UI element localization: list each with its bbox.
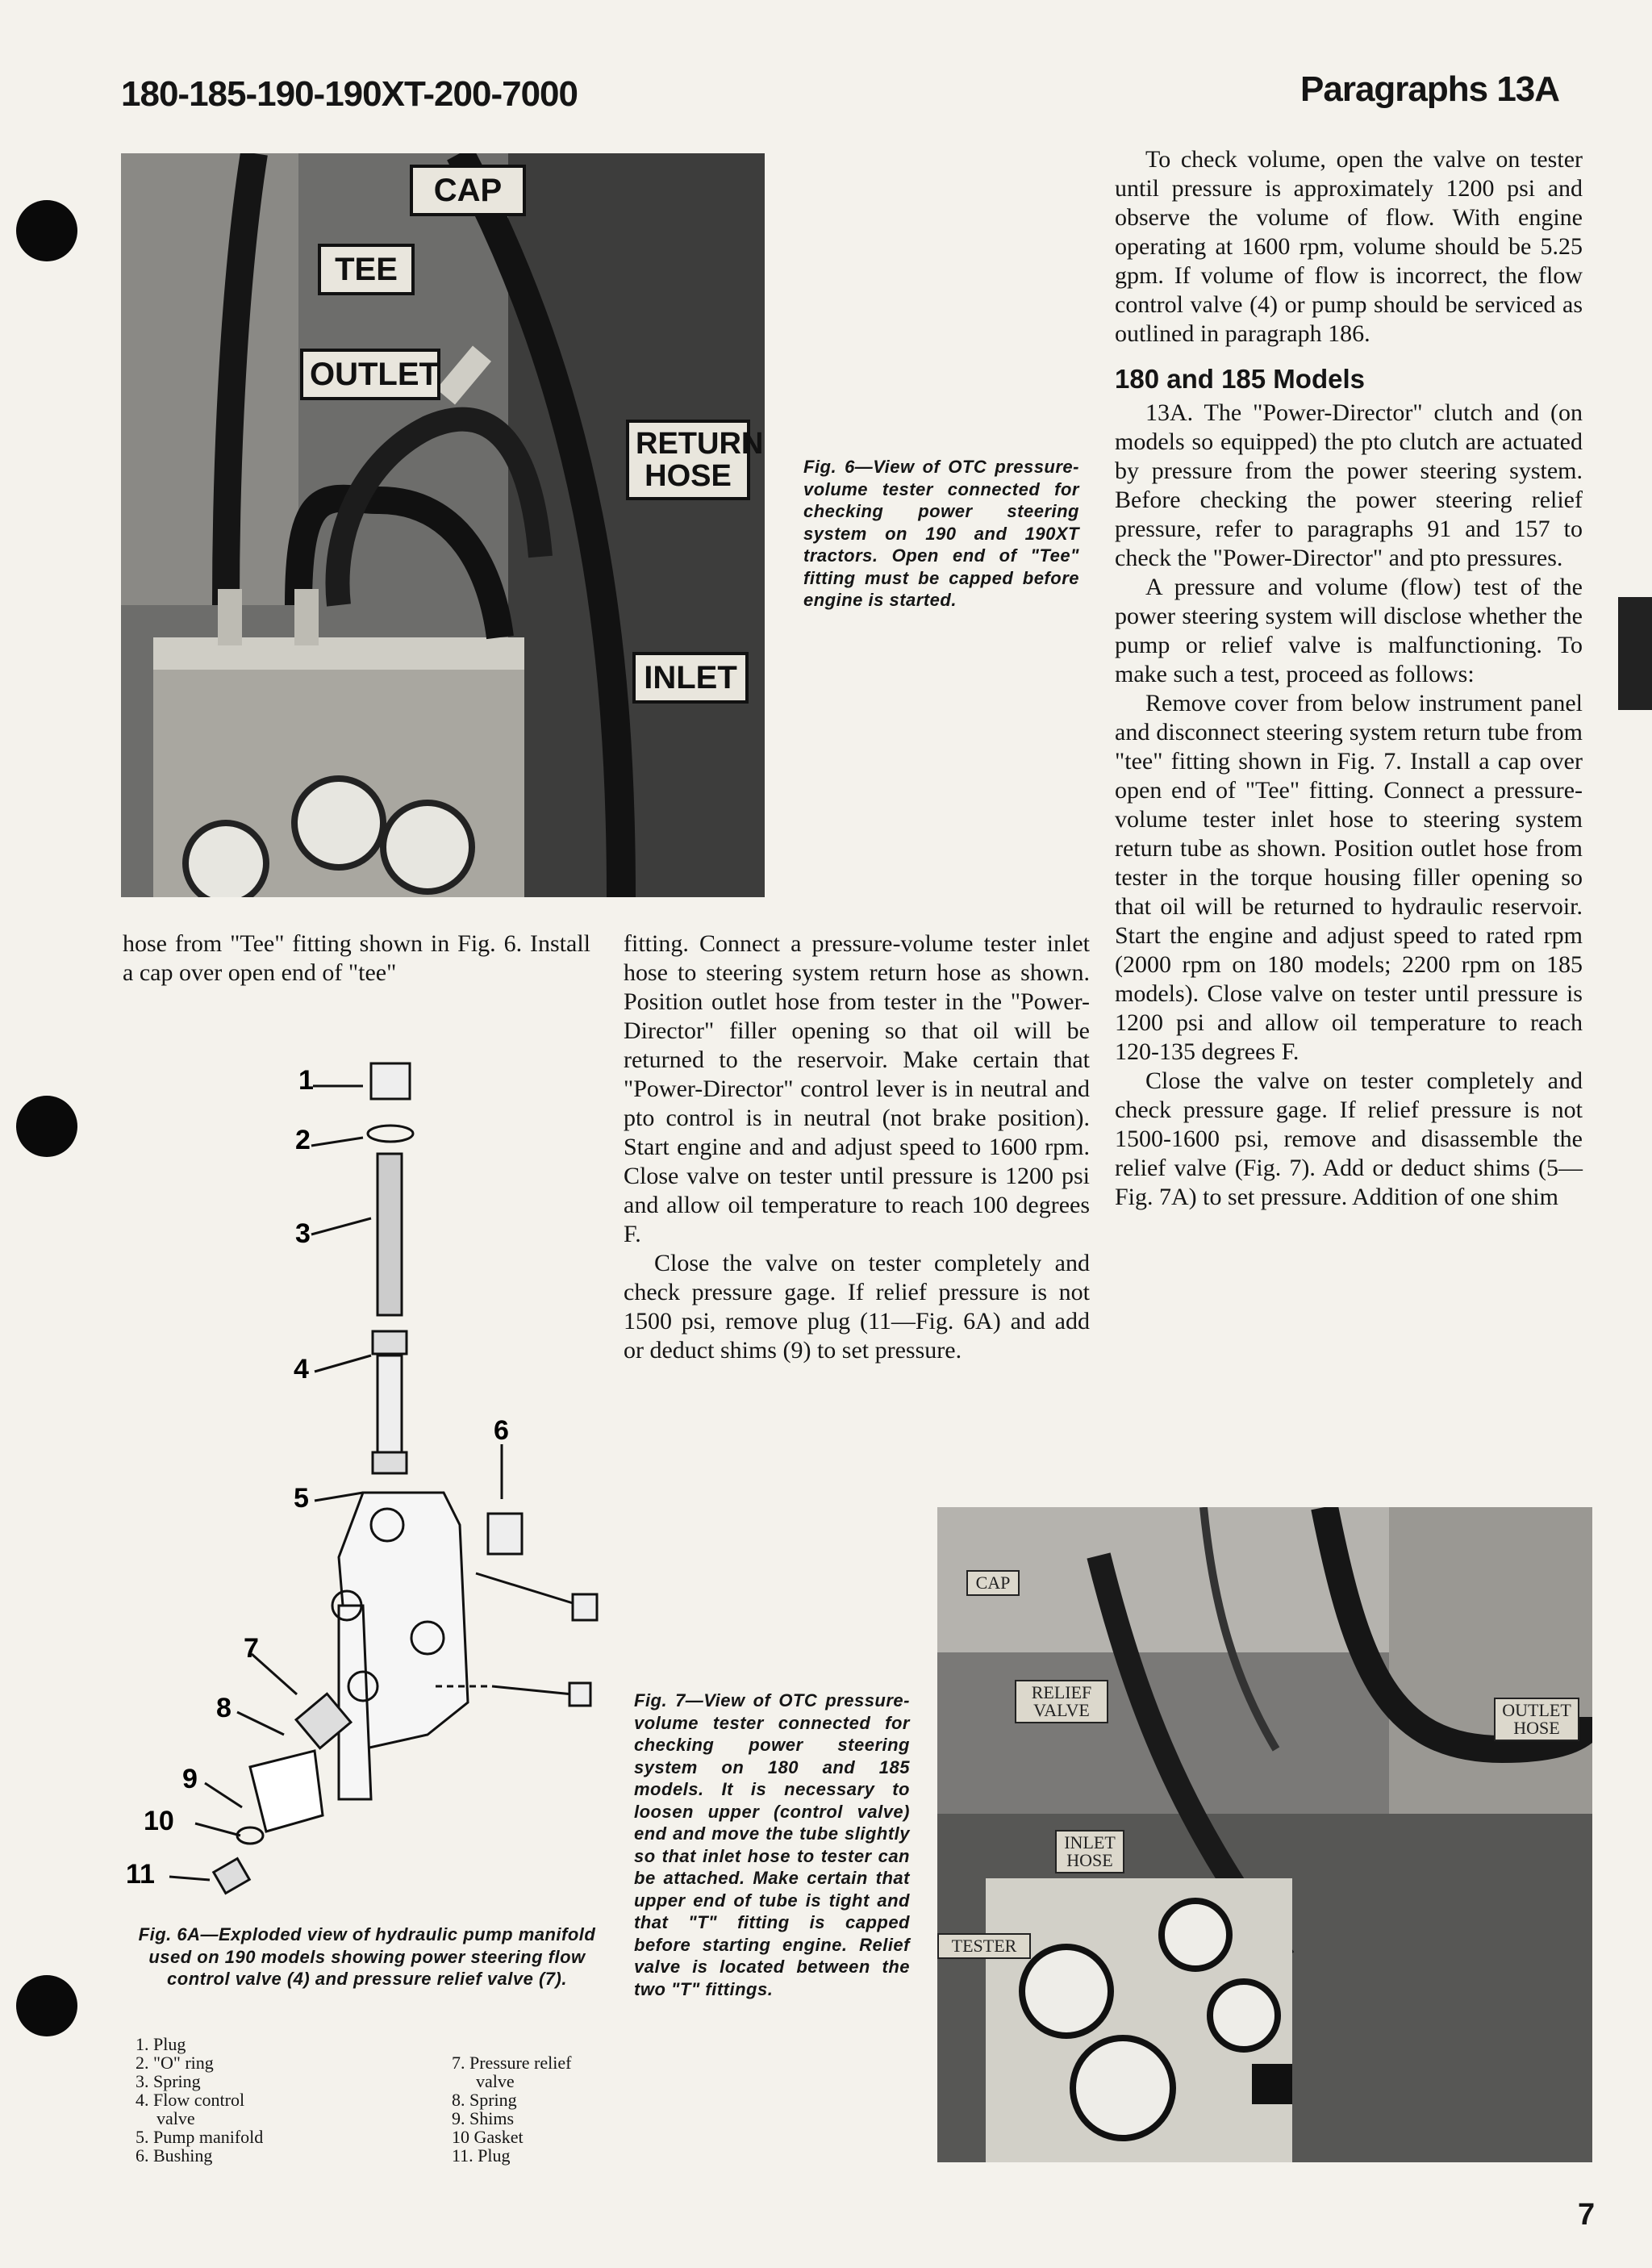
fig6-tag-tee: TEE [318,244,415,295]
callout-8: 8 [216,1693,232,1723]
legend-item: 5. Pump manifold [136,2127,264,2147]
legend-item: 8. Spring [452,2090,517,2110]
fig7-tag-outlet-hose: OUTLET HOSE [1494,1698,1579,1741]
callout-2: 2 [295,1125,311,1155]
legend-item: 10 Gasket [452,2127,524,2147]
legend-item: 4. Flow control [136,2090,245,2110]
fig6a-exploded-drawing [121,1041,605,1912]
fig7-tag-cap: CAP [966,1570,1020,1596]
callout-3: 3 [295,1218,311,1249]
fig6-tag-cap: CAP [410,165,526,216]
callout-7: 7 [244,1633,259,1664]
col2-text [624,929,1090,1365]
fig6-tag-outlet: OUTLET [300,349,440,400]
fig6-tag-inlet: INLET [632,652,749,704]
fig6-photo-illustration [121,153,765,897]
page-number: 7 [1578,2198,1596,2232]
callout-9: 9 [182,1764,198,1794]
callout-4: 4 [294,1354,309,1385]
col1-paragraph-1: hose from "Tee" fitting shown in Fig. 6. Install a cap over open end of "tee" [123,930,590,986]
section-heading: 180 and 185 Models [1115,364,1365,394]
col2-paragraph-1: fitting. Connect a pressure-volume tester inlet hose to steering system return hose as shown. Position outlet hose from tester in the "Power-Director" filler opening so that oil will be returned to the reservoir. Make certain that "Power-Director" control lever is in neutral and pto control is in neutral (not brake position). Start engine and and adjust speed to 1600 rpm. Close valve on tester until pressure is 1200 psi and allow oil temperature to reach 100 degrees F. [624,930,1090,1247]
callout-1: 1 [298,1065,314,1096]
legend-item: valve [156,2108,195,2128]
legend-item: 9. Shims [452,2108,515,2128]
callout-5: 5 [294,1483,309,1514]
fig7-caption: Fig. 7—View of OTC pressure-volume tester connected for checking power steering system on 180 and 185 models. It is necessary to loosen upper (control valve) end and move the tube slightly so that inlet hose to tester can be attached. Make certain that upper end of tube is tight and that "T" fitting is capped before starting engine. Relief valve is located between the two "T" fittings. [634,1690,910,1999]
binder-hole-3 [16,1975,77,2036]
legend-item: valve [476,2071,515,2091]
binder-hole-1 [16,200,77,261]
fig6-photo [121,153,765,897]
legend-item: 2. "O" ring [136,2053,214,2073]
fig7-photo-illustration [937,1507,1592,2162]
fig6-caption: Fig. 6—View of OTC pressure-volume tester connected for checking power steering system on 190 and 190XT tractors. Open end of "Tee" fitting must be capped before engine is started. [803,457,1079,610]
fig7-tag-tester: TESTER [937,1933,1031,1959]
fig7-photo [937,1507,1592,2162]
fig6-tag-return-hose: RETURN HOSE [626,420,750,500]
fig6a-legend-left [136,2035,263,2165]
fig6a-caption: Fig. 6A—Exploded view of hydraulic pump manifold used on 190 models showing power steering flow control valve (4) and pressure relief valve (7). [138,1924,596,1989]
col3-paragraph-2: 13A. The "Power-Director" clutch and (on models so equipped) the pto clutch are actuated by pressure from the power steering system. Before checking the power steering relief pressure, refer to paragraphs 91 and 157 to check the "Power-Director" and pto pressures. [1115,399,1583,571]
header-model-list: 180-185-190-190XT-200-7000 [121,74,578,114]
legend-item: 7. Pressure relief [452,2053,572,2073]
fig6a-legend-right [452,2053,571,2165]
col3-paragraph-3: A pressure and volume (flow) test of the power steering system will disclose whether the pump or relief valve is malfunctioning. To make such a test, proceed as follows: [1115,574,1583,687]
legend-item: 6. Bushing [136,2145,213,2166]
col3-paragraph-5: Close the valve on tester completely and check pressure gage. If relief pressure is not 1500-1600 psi, remove and disassemble the relief valve (Fig. 7). Add or deduct shims (5—Fig. 7A) to set pressure. Addition of one shim [1115,1067,1583,1210]
col3-paragraph-4: Remove cover from below instrument panel and disconnect steering system return tube from "tee" fitting shown in Fig. 7. Install a cap over open end of "Tee" fitting. Connect a pressure-volume tester inlet hose to steering system return tube as shown. Position outlet hose from tester in the torque housing filler opening so that oil will be returned to hydraulic reservoir. Start the engine and adjust speed to rated rpm (2000 rpm on 180 models; 2200 rpm on 185 models). Close valve on tester until pressure is 1200 psi and allow oil temperature to reach 120-135 degrees F. [1115,690,1583,1065]
callout-6: 6 [494,1415,509,1446]
legend-item: 3. Spring [136,2071,201,2091]
fig7-tag-relief-valve: RELIEF VALVE [1015,1680,1108,1723]
legend-item: 11. Plug [452,2145,511,2166]
legend-item: 1. Plug [136,2034,186,2054]
col3-paragraph-1: To check volume, open the valve on tester until pressure is approximately 1200 psi and observe the volume of flow. With engine operating at 1600 rpm, volume should be 5.25 gpm. If volume of flow is incorrect, the flow control valve (4) or pump should be serviced as outlined in paragraph 186. [1115,146,1583,347]
col1-text [123,929,590,988]
fig7-tag-inlet-hose: INLET HOSE [1055,1830,1124,1873]
callout-11: 11 [126,1859,155,1890]
edge-tab [1618,597,1652,710]
col2-paragraph-2: Close the valve on tester completely and check pressure gage. If relief pressure is not 1500 psi, remove plug (11—Fig. 6A) and add or deduct shims (9) to set pressure. [624,1250,1090,1364]
header-paragraphs: Paragraphs 13A [1300,69,1560,109]
callout-10: 10 [144,1806,174,1836]
col3-text [1115,145,1583,1212]
binder-hole-2 [16,1096,77,1157]
